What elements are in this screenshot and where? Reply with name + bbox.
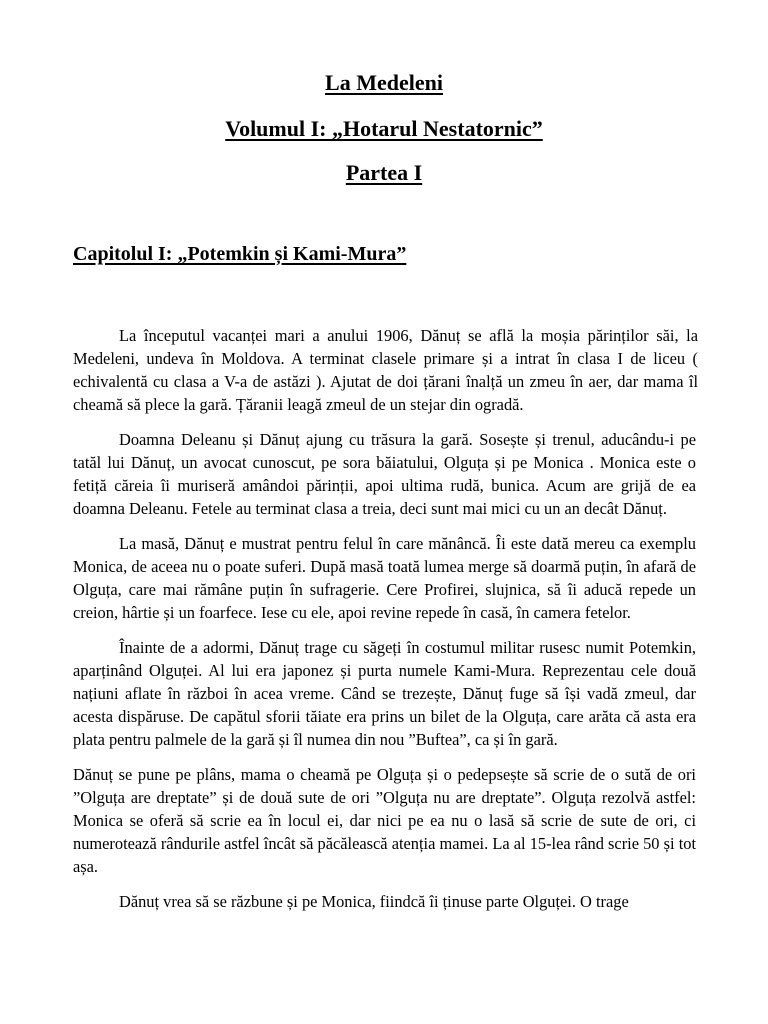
- volume-title: Volumul I: „Hotarul Nestatornic”: [225, 116, 543, 141]
- part-title: Partea I: [345, 160, 423, 185]
- paragraph: Dănuț se pune pe plâns, mama o cheamă pe Olguța și o pedepsește să scrie de o sută de ori ”Olguța are dreptate” și de două sute de ori ”Olguța nu are dreptate”. Olguța rezolvă astfel: Monica se oferă să scrie ea în locul ei, dar nici pe ea nu o lasă să scrie de sute de ori, ci numerotează rândurile astfel încât să păcălească atenția mamei. La al 15-lea rând scrie 50 și tot așa.: [73, 765, 696, 876]
- paragraph: La masă, Dănuț e mustrat pentru felul în care mănâncă. Îi este dată mereu ca exemplu Monica, de aceea nu o poate suferi. După masă toată lumea merge să doarmă puțin, în afară de Olguța, care mai rămâne puțin în sufragerie. Cere Profirei, slujnica, să îi aducă repede un creion, hârtie și un foarfece. Iese cu ele, apoi revine repede în casă, în camera fetelor.: [73, 534, 696, 622]
- paragraph: Dănuț vrea să se răzbune și pe Monica, fiindcă îi ținuse parte Olguței. O trage: [119, 892, 629, 911]
- paragraph: Doamna Deleanu și Dănuț ajung cu trăsura la gară. Sosește și trenul, aducându-i pe tatăl lui Dănuț, un avocat cunoscut, pe sora băiatului, Olguța și pe Monica . Monica este o fetiță căreia îi muriseră amândoi părinții, apoi ultima rudă, bunica. Acum are grijă de ea doamna Deleanu. Fetele au terminat clasa a treia, deci sunt mai mici cu un an decât Dănuț.: [73, 430, 696, 518]
- book-title: La Medeleni: [325, 70, 443, 95]
- chapter-heading: Capitolul I: „Potemkin și Kami-Mura”: [73, 243, 407, 265]
- document-body: [73, 324, 696, 925]
- paragraph: La începutul vacanței mari a anului 1906, Dănuț se află la moșia părinților săi, la Medeleni, undeva în Moldova. A terminat clasele primare și a intrat în clasa I de liceu ( echivalentă cu clasa a V-a de astăzi ). Ajutat de doi țărani înalță un zmeu în aer, dar mama îl cheamă să plece la gară. Țăranii leagă zmeul de un stejar din ogradă.: [73, 326, 698, 414]
- paragraph: Înainte de a adormi, Dănuț trage cu săgeți în costumul militar rusesc numit Potemkin, aparținând Olguței. Al lui era japonez și purta numele Kami-Mura. Reprezentau cele două națiuni aflate în război în acea vreme. Când se trezește, Dănuț fuge să își vadă zmeul, dar acesta dispăruse. De capătul sforii tăiate era prins un bilet de la Olguța, care arăta că asta era plata pentru palmele de la gară și îl numea din nou ”Buftea”, ca și în gară.: [73, 638, 696, 749]
